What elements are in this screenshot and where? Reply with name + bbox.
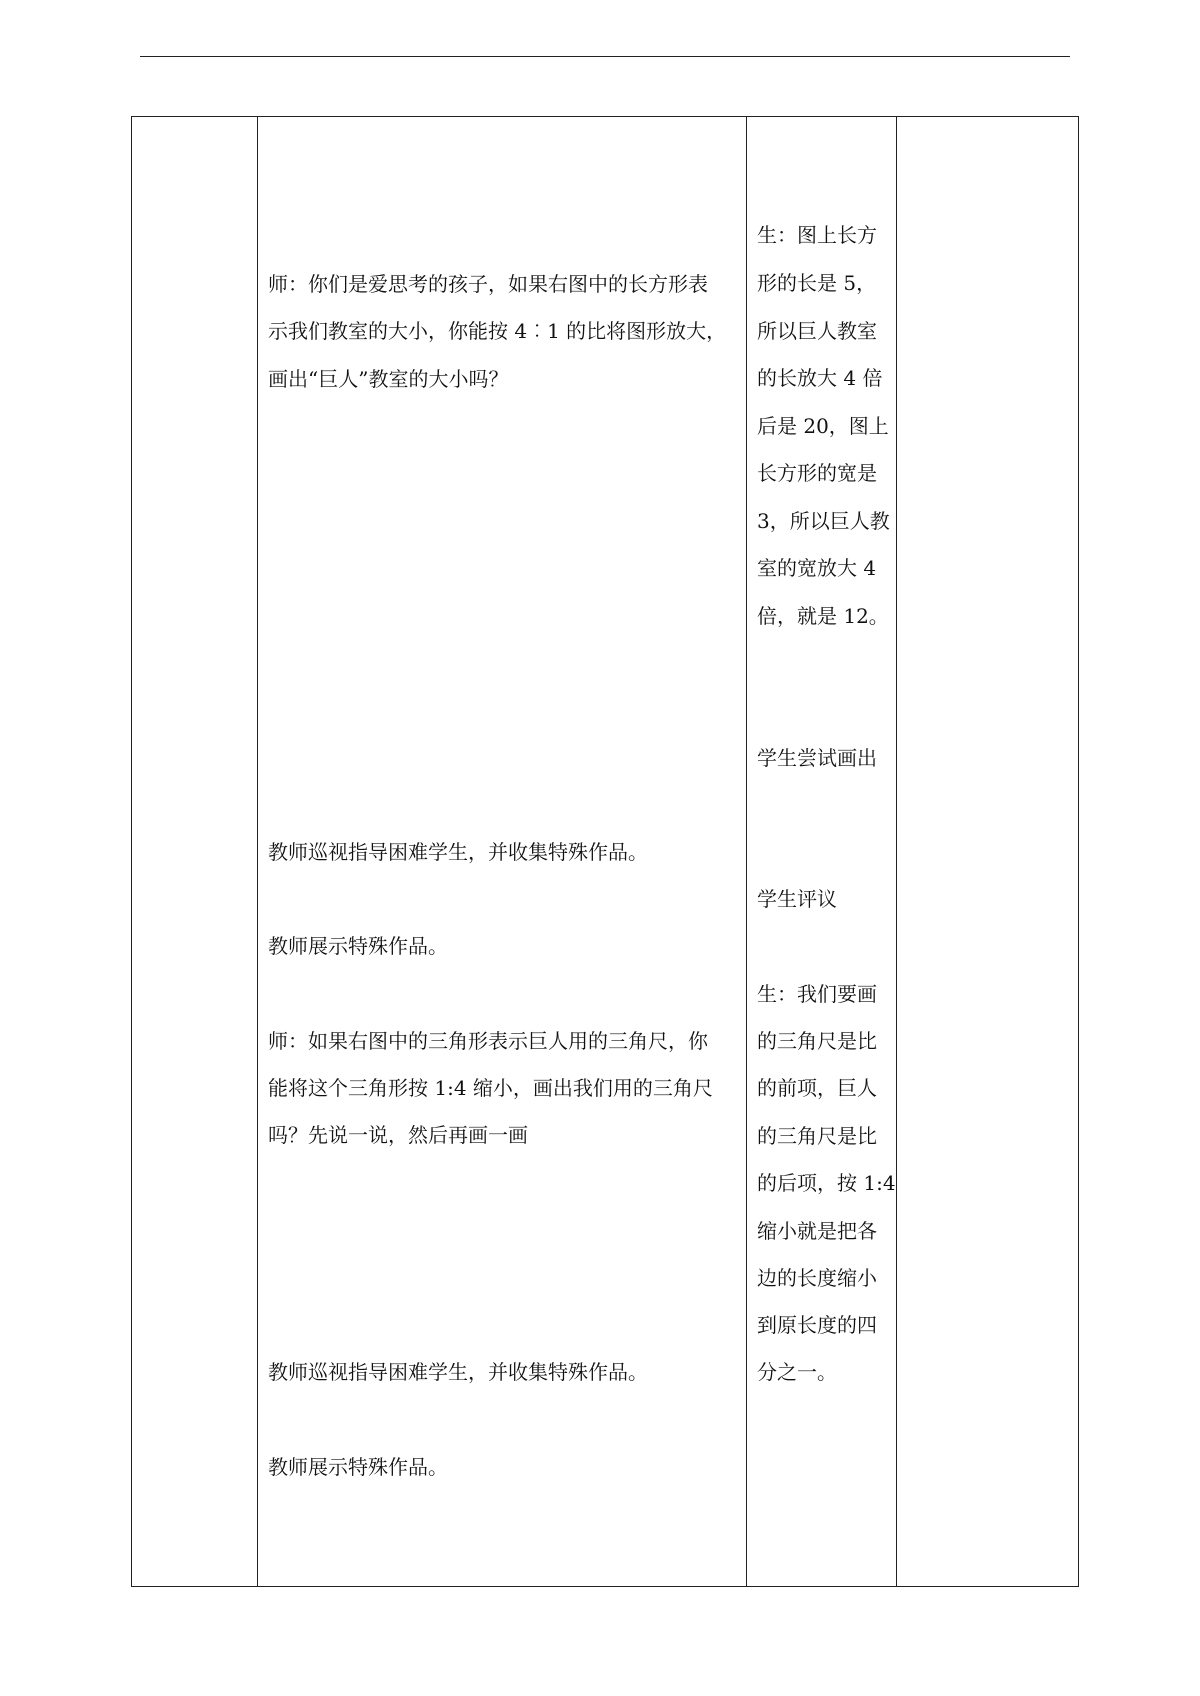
teacher-para1-line1: 师：你们是爱思考的孩子，如果右图中的长方形表 xyxy=(268,272,708,296)
table-column-intent xyxy=(897,117,1078,1586)
student-answer2-line5: 的后项，按 1:4 xyxy=(757,1171,896,1195)
header-rule xyxy=(140,56,1070,57)
student-answer2-line9: 分之一。 xyxy=(757,1360,837,1384)
student-answer1-line9: 倍，就是 12。 xyxy=(757,604,889,628)
student-answer1-line7: 3，所以巨人教 xyxy=(757,509,890,533)
student-answer1-line6: 长方形的宽是 xyxy=(757,461,877,485)
teacher-para2: 教师巡视指导困难学生，并收集特殊作品。 xyxy=(268,840,648,864)
student-answer2-line3: 的前项，巨人 xyxy=(757,1076,877,1100)
student-answer2-line1: 生：我们要画 xyxy=(757,982,877,1006)
student-try-draw: 学生尝试画出 xyxy=(757,746,877,770)
teacher-para4-line2: 能将这个三角形按 1:4 缩小，画出我们用的三角尺 xyxy=(268,1076,713,1100)
student-answer2-line8: 到原长度的四 xyxy=(757,1313,877,1337)
teacher-para1-line2: 示我们教室的大小，你能按 4︰1 的比将图形放大， xyxy=(268,319,727,343)
teacher-para5: 教师巡视指导困难学生，并收集特殊作品。 xyxy=(268,1360,648,1384)
teacher-para6: 教师展示特殊作品。 xyxy=(268,1455,448,1479)
student-answer1-line1: 生：图上长方 xyxy=(757,223,877,247)
student-answer2-line4: 的三角尺是比 xyxy=(757,1124,877,1148)
student-answer2-line7: 边的长度缩小 xyxy=(757,1266,877,1290)
student-answer1-line4: 的长放大 4 倍 xyxy=(757,366,883,390)
student-answer2-line6: 缩小就是把各 xyxy=(757,1219,877,1243)
student-answer1-line8: 室的宽放大 4 xyxy=(757,556,877,580)
student-answer1-line5: 后是 20，图上 xyxy=(757,414,889,438)
student-answer1-line2: 形的长是 5， xyxy=(757,271,877,295)
teacher-para4-line1: 师：如果右图中的三角形表示巨人用的三角尺，你 xyxy=(268,1029,708,1053)
table-column-stage xyxy=(132,117,258,1586)
teacher-para3: 教师展示特殊作品。 xyxy=(268,934,448,958)
teacher-para1-line3: 画出“巨人”教室的大小吗？ xyxy=(268,367,509,391)
student-answer1-line3: 所以巨人教室 xyxy=(757,319,877,343)
teacher-para4-line3: 吗？先说一说，然后再画一画 xyxy=(268,1123,528,1147)
student-review: 学生评议 xyxy=(757,887,837,911)
student-answer2-line2: 的三角尺是比 xyxy=(757,1029,877,1053)
